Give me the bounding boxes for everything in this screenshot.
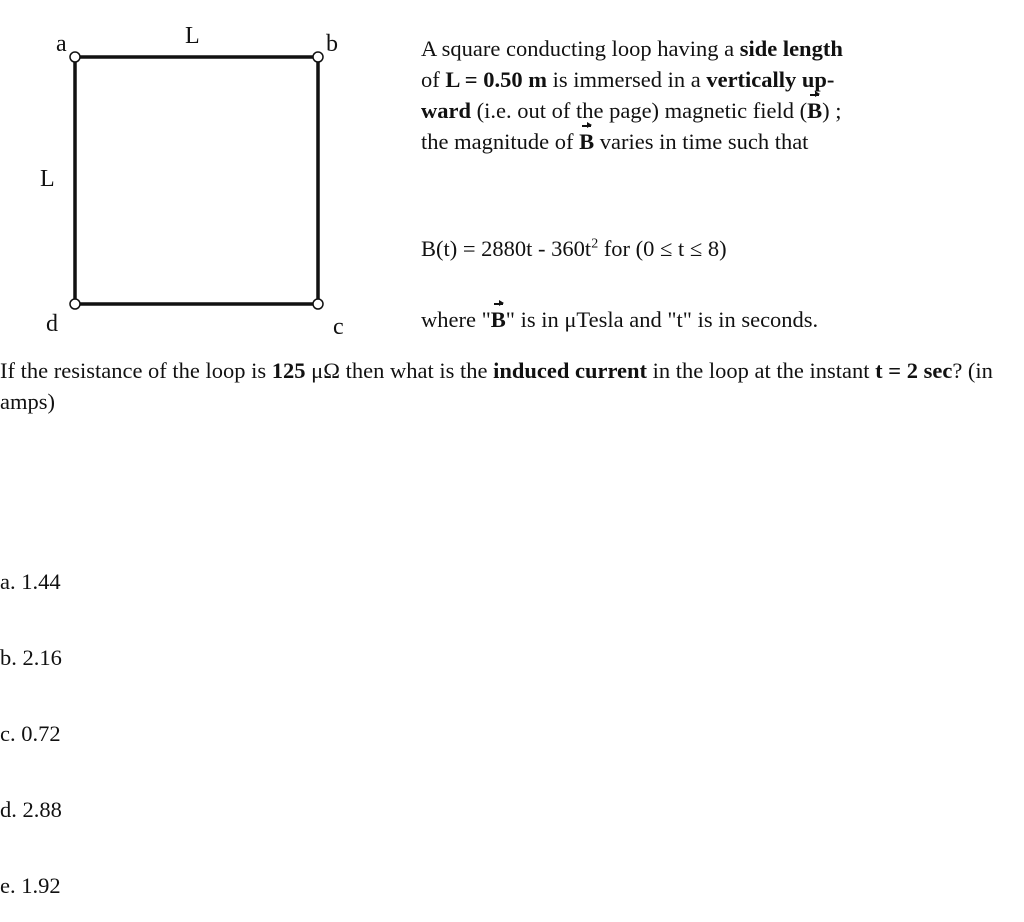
units-text: where "	[421, 307, 491, 332]
choice-letter: d.	[0, 797, 17, 822]
units-text: " is in μTesla and "t" is in seconds.	[505, 307, 819, 332]
description-text: varies in time such that	[594, 129, 809, 154]
description-text: (i.e. out of the page) magnetic field (	[471, 98, 808, 123]
description-text: A square conducting loop having a	[421, 36, 740, 61]
description-text: is immersed in a	[546, 67, 707, 92]
left-side-label: L	[40, 166, 55, 192]
top-side-label: L	[185, 23, 200, 49]
answer-choice-e[interactable]	[0, 870, 61, 901]
field-direction-term: vertically up-	[706, 67, 835, 92]
question-part: in the loop at the instant	[647, 358, 876, 383]
problem-description	[421, 33, 1001, 157]
choice-letter: b.	[0, 645, 17, 670]
formula-range: for (0 ≤ t ≤ 8)	[598, 236, 727, 261]
b-vector-symbol: B	[491, 304, 506, 335]
corner-label-c: c	[333, 314, 344, 340]
corner-label-a: a	[56, 31, 67, 57]
units-statement	[421, 304, 818, 335]
time-value: t = 2 sec	[875, 358, 953, 383]
choice-value: 2.88	[22, 797, 62, 822]
question-part: If the resistance of the loop is	[0, 358, 272, 383]
corner-node-a	[70, 52, 80, 62]
corner-node-b	[313, 52, 323, 62]
answer-choice-d[interactable]	[0, 794, 62, 825]
question-part: then what is the	[339, 358, 494, 383]
field-formula	[421, 233, 727, 264]
corner-node-d	[70, 299, 80, 309]
resistance-unit: μΩ	[305, 358, 340, 383]
resistance-value: 125	[271, 358, 306, 383]
choice-value: 0.72	[21, 721, 61, 746]
choice-value: 1.44	[21, 569, 61, 594]
corner-label-b: b	[326, 31, 338, 57]
corner-label-d: d	[46, 311, 58, 337]
answer-choice-a[interactable]	[0, 566, 61, 597]
description-paragraph	[421, 33, 1001, 157]
field-direction-term-cont: ward	[421, 98, 471, 123]
choice-letter: c.	[0, 721, 16, 746]
b-vector-symbol: B	[579, 126, 594, 157]
description-text: of	[421, 67, 446, 92]
formula-exponent: 2	[591, 236, 599, 252]
corner-node-c	[313, 299, 323, 309]
answer-choice-c[interactable]	[0, 718, 61, 749]
choice-letter: a.	[0, 569, 16, 594]
b-vector-symbol: B	[807, 95, 822, 126]
choice-value: 2.16	[22, 645, 62, 670]
description-text: the magnitude of	[421, 129, 580, 154]
side-length-value: L = 0.50 m	[445, 67, 547, 92]
choice-value: 1.92	[21, 873, 61, 898]
question-text	[0, 355, 1010, 417]
side-length-term: side length	[739, 36, 843, 61]
answer-choice-b[interactable]	[0, 642, 62, 673]
induced-current-term: induced current	[493, 358, 648, 383]
choice-letter: e.	[0, 873, 16, 898]
question-part: ? (in amps)	[0, 358, 993, 414]
description-text: ) ;	[822, 98, 842, 123]
formula-expression: B(t) = 2880t - 360t	[421, 236, 592, 261]
square-loop-figure	[0, 0, 400, 340]
